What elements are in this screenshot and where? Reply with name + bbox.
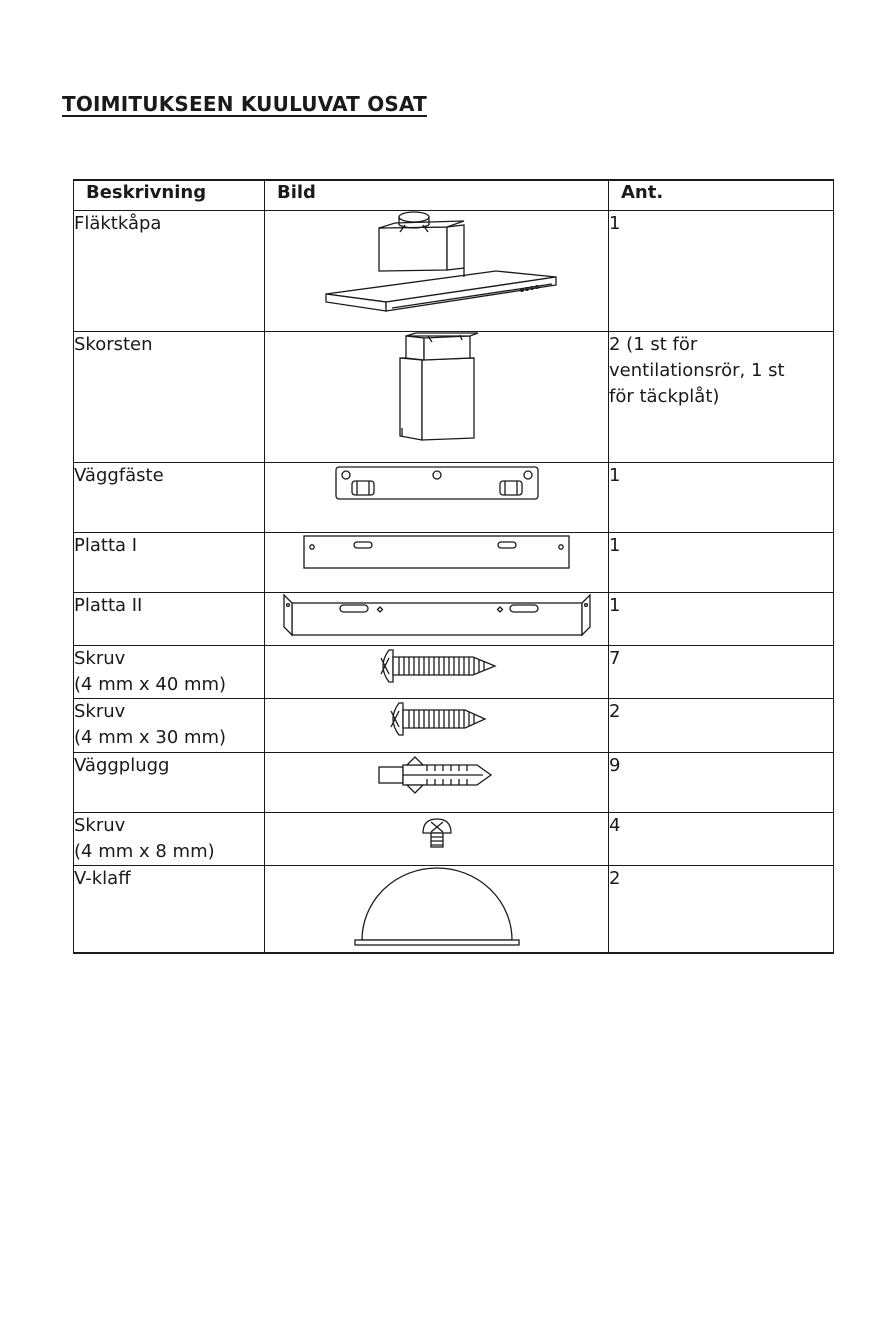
quantity-text: 2 [609, 868, 621, 889]
description-text: Fläktkåpa [74, 213, 162, 234]
image-cell [265, 533, 609, 593]
table-row [74, 699, 834, 753]
wall-plug-illustration [377, 753, 497, 797]
plate-two-illustration [280, 593, 594, 639]
table-row [74, 866, 834, 953]
quantity-text: för täckplåt) [609, 386, 720, 407]
chimney-illustration [392, 332, 482, 444]
table-row [74, 533, 834, 593]
header-description: Beskrivning [74, 180, 265, 211]
description-cell [74, 533, 265, 593]
image-cell [265, 699, 609, 753]
description-text: (4 mm x 40 mm) [74, 674, 227, 695]
screw-long-illustration [375, 646, 499, 686]
quantity-text: ventilationsrör, 1 st [609, 360, 785, 381]
damper-flap-illustration [352, 866, 522, 948]
description-cell [74, 463, 265, 533]
plate-one-illustration [302, 533, 572, 571]
screw-short-illustration [419, 813, 455, 853]
table-header-row [74, 180, 834, 211]
image-cell [265, 332, 609, 463]
table-row [74, 463, 834, 533]
header-image: Bild [265, 180, 609, 211]
description-cell [74, 332, 265, 463]
quantity-text: 9 [609, 755, 621, 776]
quantity-cell [609, 813, 834, 866]
parts-table [73, 179, 834, 954]
description-cell [74, 699, 265, 753]
description-cell [74, 866, 265, 953]
description-text: (4 mm x 30 mm) [74, 727, 227, 748]
quantity-cell [609, 753, 834, 813]
table-row [74, 753, 834, 813]
quantity-cell [609, 699, 834, 753]
description-text: Väggfäste [74, 465, 164, 486]
table-row [74, 646, 834, 699]
description-text: Skruv [74, 648, 126, 669]
description-text: Väggplugg [74, 755, 170, 776]
quantity-text: 4 [609, 815, 621, 836]
image-cell [265, 753, 609, 813]
quantity-cell [609, 646, 834, 699]
image-cell [265, 463, 609, 533]
description-text: Platta I [74, 535, 138, 556]
image-cell [265, 211, 609, 332]
quantity-cell [609, 332, 834, 463]
image-cell [265, 813, 609, 866]
quantity-text: 2 [609, 701, 621, 722]
table-row [74, 593, 834, 646]
description-text: Skruv [74, 701, 126, 722]
description-text: (4 mm x 8 mm) [74, 841, 215, 862]
image-cell [265, 646, 609, 699]
quantity-text: 2 (1 st för [609, 334, 698, 355]
image-cell [265, 866, 609, 953]
table-row [74, 211, 834, 332]
description-cell [74, 211, 265, 332]
quantity-cell [609, 463, 834, 533]
table-row [74, 332, 834, 463]
description-cell [74, 813, 265, 866]
header-quantity: Ant. [609, 180, 834, 211]
description-text: Skorsten [74, 334, 153, 355]
description-text: Platta II [74, 595, 143, 616]
quantity-cell [609, 211, 834, 332]
quantity-text: 1 [609, 595, 621, 616]
quantity-cell [609, 866, 834, 953]
wall-bracket-illustration [332, 463, 542, 503]
description-text: V-klaff [74, 868, 131, 889]
table-row [74, 813, 834, 866]
hood-canopy-illustration [312, 211, 562, 327]
quantity-cell [609, 593, 834, 646]
quantity-text: 1 [609, 465, 621, 486]
image-cell [265, 593, 609, 646]
description-cell [74, 646, 265, 699]
description-cell [74, 753, 265, 813]
page-title: TOIMITUKSEEN KUULUVAT OSAT [62, 92, 427, 116]
description-cell [74, 593, 265, 646]
screw-medium-illustration [385, 699, 489, 739]
quantity-text: 1 [609, 213, 621, 234]
description-text: Skruv [74, 815, 126, 836]
quantity-cell [609, 533, 834, 593]
quantity-text: 1 [609, 535, 621, 556]
quantity-text: 7 [609, 648, 621, 669]
